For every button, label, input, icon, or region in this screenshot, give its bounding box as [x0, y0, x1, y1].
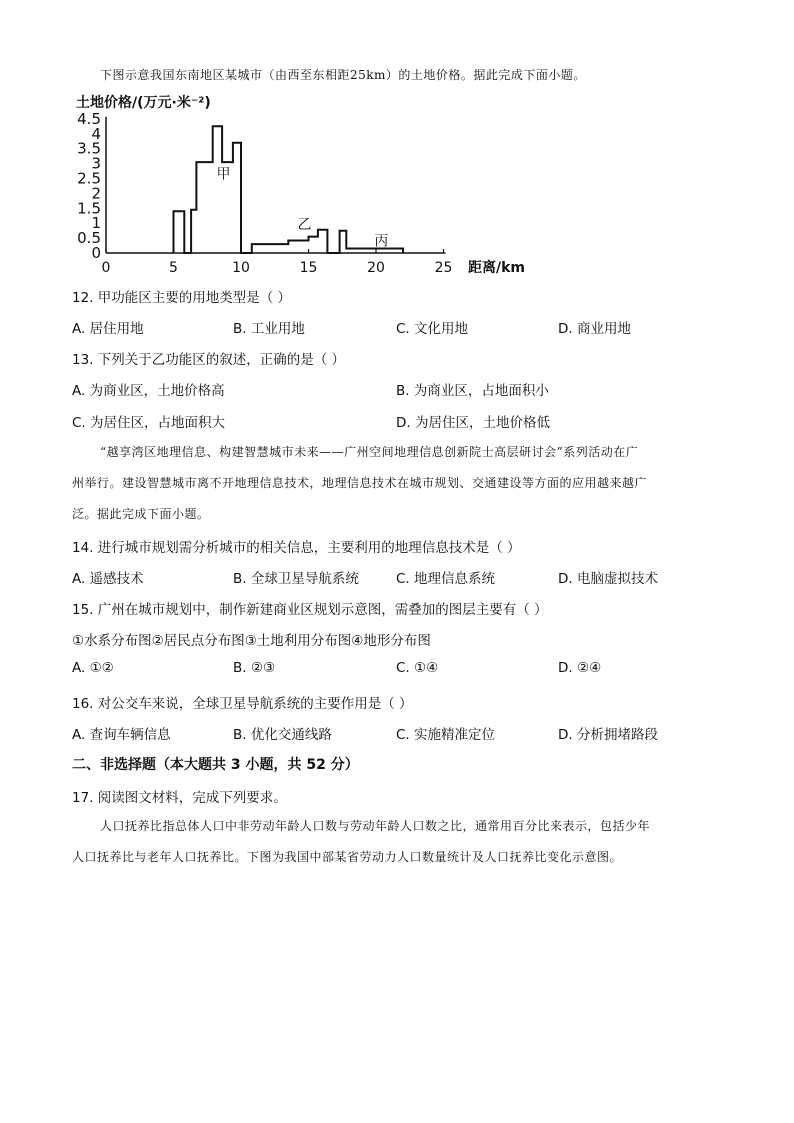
chart-annotation: 乙	[297, 217, 312, 234]
q12-option-d[interactable]: D. 商业用地	[558, 321, 631, 337]
q17-material-line-2: 人口抚养比与老年人口抚养比。下图为我国中部某省劳动力人口数量统计及人口抚养比变化示意图。	[72, 850, 623, 864]
q17-material-line-1: 人口抚养比指总体人口中非劳动年龄人口数与劳动年龄人口数之比，通常用百分比来表示，包括少年	[100, 819, 651, 833]
q12-option-c[interactable]: C. 文化用地	[396, 321, 469, 337]
question-12: 12. 甲功能区主要的用地类型是（ ）	[72, 290, 292, 306]
q15-option-c[interactable]: C. ①④	[396, 660, 439, 676]
y-tick-label: 4	[91, 124, 101, 143]
question-17: 17. 阅读图文材料，完成下列要求。	[72, 790, 287, 806]
y-tick-label: 3.5	[77, 139, 101, 158]
y-tick-label: 1.5	[77, 199, 101, 218]
intro-text-2-line-2: 州举行。建设智慧城市离不开地理信息技术，地理信息技术在城市规划、交通建设等方面的应用越来越广	[72, 476, 648, 490]
chart-annotation: 丙	[374, 233, 389, 250]
q13-option-d[interactable]: D. 为居住区，土地价格低	[396, 415, 550, 431]
x-tick-label: 5	[169, 260, 178, 276]
intro-text-2-line-3: 泛。据此完成下面小题。	[72, 507, 210, 521]
q15-option-d[interactable]: D. ②④	[558, 660, 602, 676]
x-tick-label: 0	[101, 260, 111, 276]
question-16: 16. 对公交车来说，全球卫星导航系统的主要作用是（ ）	[72, 696, 413, 712]
y-tick-label: 3	[91, 154, 101, 173]
section-heading: 二、非选择题（本大题共 3 小题，共 52 分）	[72, 757, 359, 773]
y-tick-label: 4.5	[77, 109, 101, 128]
question-14: 14. 进行城市规划需分析城市的相关信息，主要利用的地理信息技术是（ ）	[72, 540, 521, 556]
y-tick-label: 0	[91, 244, 101, 262]
y-tick-label: 2	[91, 184, 101, 203]
chart-annotation: 甲	[216, 166, 231, 183]
y-tick-label: 1	[91, 214, 101, 233]
q12-option-b[interactable]: B. 工业用地	[233, 321, 305, 337]
question-15: 15. 广州在城市规划中，制作新建商业区规划示意图，需叠加的图层主要有（ ）	[72, 602, 548, 618]
x-tick-label: 25	[434, 260, 453, 276]
q15-layer-list: ①水系分布图②居民点分布图③土地利用分布图④地形分布图	[72, 633, 431, 649]
intro-text-2-line-1: “越享湾区地理信息、构建智慧城市未来——广州空间地理信息创新院士高层研讨会”系列活动在广	[100, 445, 639, 459]
y-tick-label: 0.5	[77, 229, 101, 248]
q14-option-d[interactable]: D. 电脑虚拟技术	[558, 571, 658, 587]
q15-option-a[interactable]: A. ①②	[72, 660, 114, 676]
q12-option-a[interactable]: A. 居住用地	[72, 321, 144, 337]
chart-ylabel: 土地价格/(万元·米⁻²)	[76, 95, 211, 111]
q16-option-b[interactable]: B. 优化交通线路	[233, 727, 332, 743]
q14-option-a[interactable]: A. 遥感技术	[72, 571, 144, 587]
q14-option-c[interactable]: C. 地理信息系统	[396, 571, 496, 587]
q15-option-b[interactable]: B. ②③	[233, 660, 276, 676]
chart-xlabel: 距离/km	[468, 260, 526, 276]
q16-option-c[interactable]: C. 实施精准定位	[396, 727, 496, 743]
land-price-chart	[60, 90, 560, 280]
q13-option-a[interactable]: A. 为商业区，土地价格高	[72, 383, 225, 399]
land-price-series	[174, 126, 404, 253]
q16-option-a[interactable]: A. 查询车辆信息	[72, 727, 171, 743]
q13-option-c[interactable]: C. 为居住区，占地面积大	[72, 415, 226, 431]
x-tick-label: 10	[232, 260, 250, 276]
q16-option-d[interactable]: D. 分析拥堵路段	[558, 727, 658, 743]
x-tick-label: 20	[367, 260, 385, 276]
x-tick-label: 15	[299, 260, 318, 276]
question-13: 13. 下列关于乙功能区的叙述，正确的是（ ）	[72, 352, 346, 368]
y-tick-label: 2.5	[77, 169, 101, 188]
intro-text-1: 下图示意我国东南地区某城市（由西至东相距25km）的土地价格。据此完成下面小题。	[100, 68, 586, 82]
q13-option-b[interactable]: B. 为商业区，占地面积小	[396, 383, 549, 399]
q14-option-b[interactable]: B. 全球卫星导航系统	[233, 571, 359, 587]
